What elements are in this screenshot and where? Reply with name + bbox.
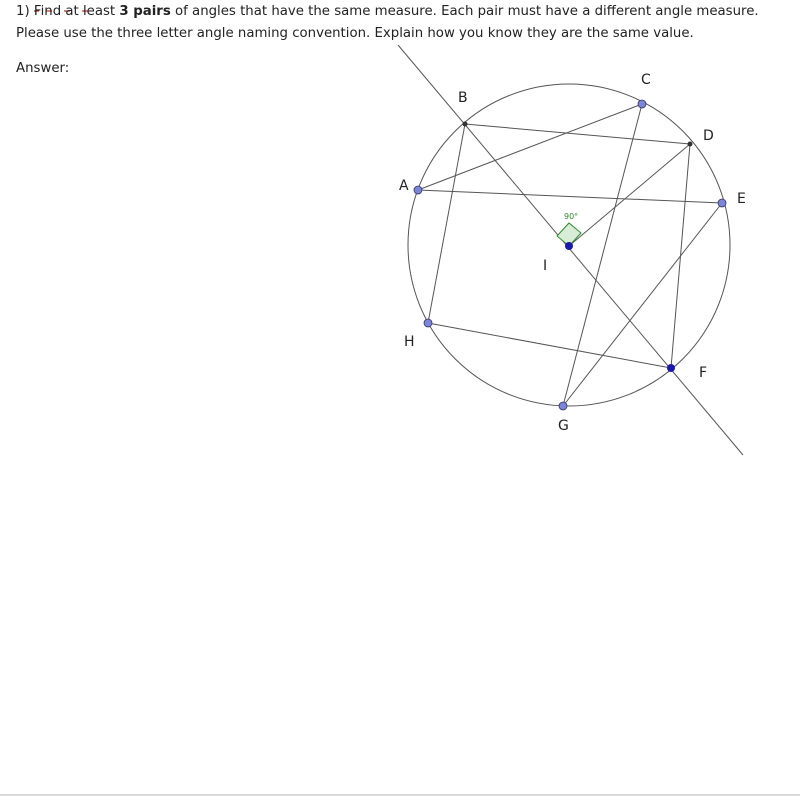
line-through-B-I-F xyxy=(398,45,743,455)
segment-A-E xyxy=(418,190,722,203)
label-A: A xyxy=(399,178,409,194)
point-I[interactable] xyxy=(565,242,573,250)
point-D[interactable] xyxy=(688,142,693,147)
point-E[interactable] xyxy=(718,199,726,207)
label-E: E xyxy=(737,191,746,207)
question-text-after: of angles that have the same measure. Each pair must have a different angle measure. Please use the three letter angle naming convention. Explain how you know they are the same value. xyxy=(16,4,759,41)
label-C: C xyxy=(641,72,651,88)
point-B[interactable] xyxy=(463,122,468,127)
segment-B-D xyxy=(465,124,690,144)
label-F: F xyxy=(699,365,708,381)
right-angle-label: 90° xyxy=(564,212,579,221)
segment-D-I xyxy=(569,144,690,246)
label-G: G xyxy=(558,418,569,434)
label-I: I xyxy=(543,258,548,274)
segment-A-C xyxy=(418,104,642,190)
answer-label: Answer: xyxy=(16,61,70,76)
segment-B-H xyxy=(428,124,465,323)
point-A[interactable] xyxy=(414,186,422,194)
label-D: D xyxy=(703,128,714,144)
point-H[interactable] xyxy=(424,319,432,327)
point-F[interactable] xyxy=(667,364,675,372)
label-B: B xyxy=(458,90,468,106)
question-bold-emphasis: 3 pairs xyxy=(119,4,171,19)
question-text-before: Find at least xyxy=(33,4,116,19)
bottom-divider xyxy=(0,794,800,796)
point-C[interactable] xyxy=(638,100,646,108)
segment-H-F xyxy=(428,323,671,368)
label-H: H xyxy=(404,334,415,350)
question-number: 1) xyxy=(16,4,30,19)
point-G[interactable] xyxy=(559,402,567,410)
